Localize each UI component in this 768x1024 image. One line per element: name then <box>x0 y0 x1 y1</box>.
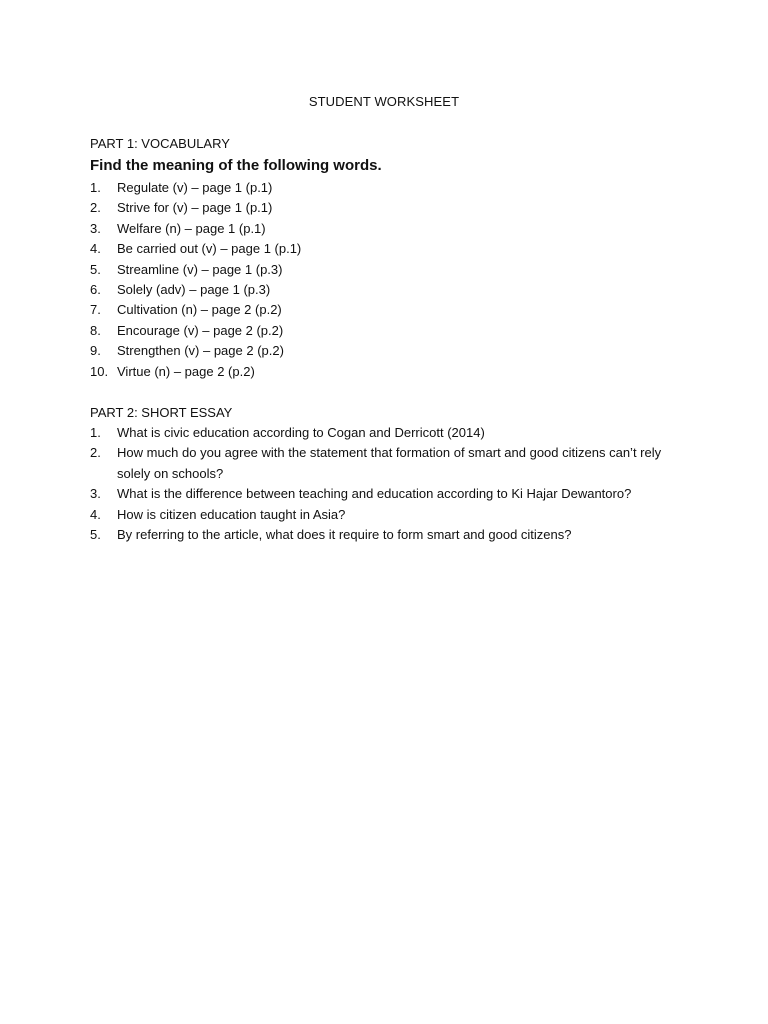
item-text: Streamline (v) – page 1 (p.3) <box>117 261 283 277</box>
item-number: 3. <box>90 486 101 502</box>
essay-question <box>90 505 690 525</box>
vocabulary-item <box>90 362 690 382</box>
vocabulary-heading: PART 1: VOCABULARY <box>90 136 230 151</box>
item-number: 9. <box>90 343 101 359</box>
vocabulary-item <box>90 321 690 341</box>
vocabulary-item <box>90 178 690 198</box>
vocabulary-item <box>90 239 690 259</box>
vocabulary-instruction: Find the meaning of the following words. <box>90 157 382 174</box>
item-text: Solely (adv) – page 1 (p.3) <box>117 282 271 298</box>
essay-question <box>90 525 690 545</box>
item-text: How is citizen education taught in Asia? <box>117 506 346 522</box>
short-essay-list <box>90 423 690 545</box>
item-text: Virtue (n) – page 2 (p.2) <box>117 363 255 379</box>
item-number: 6. <box>90 282 101 298</box>
vocabulary-item <box>90 300 690 320</box>
item-text: Regulate (v) – page 1 (p.1) <box>117 180 273 195</box>
item-number: 10. <box>90 363 109 379</box>
vocabulary-item <box>90 341 690 361</box>
item-number: 1. <box>90 425 101 440</box>
vocabulary-list <box>90 178 690 382</box>
item-text: Cultivation (n) – page 2 (p.2) <box>117 302 282 318</box>
item-number: 3. <box>90 220 101 236</box>
worksheet-title: STUDENT WORKSHEET <box>308 94 460 109</box>
item-number: 4. <box>90 241 101 257</box>
item-number: 2. <box>90 200 101 216</box>
short-essay-heading: PART 2: SHORT ESSAY <box>90 405 233 420</box>
item-number: 7. <box>90 302 101 318</box>
item-number: 5. <box>90 261 101 277</box>
item-text: Strive for (v) – page 1 (p.1) <box>117 200 273 216</box>
vocabulary-section <box>90 134 690 382</box>
vocabulary-item <box>90 260 690 280</box>
item-number: 2. <box>90 445 101 461</box>
item-number: 4. <box>90 506 101 522</box>
item-text: By referring to the article, what does it require to form smart and good citizens? <box>117 527 572 543</box>
item-text: Strengthen (v) – page 2 (p.2) <box>117 343 284 359</box>
vocabulary-item <box>90 198 690 218</box>
item-number: 5. <box>90 527 101 543</box>
item-number: 8. <box>90 322 101 338</box>
essay-question <box>90 443 690 484</box>
short-essay-section <box>90 403 690 545</box>
item-text: Be carried out (v) – page 1 (p.1) <box>117 241 302 257</box>
item-text: Encourage (v) – page 2 (p.2) <box>117 322 284 338</box>
vocabulary-item <box>90 219 690 239</box>
essay-question <box>90 484 690 504</box>
item-text: What is the difference between teaching and education according to Ki Hajar Dewantoro? <box>117 486 632 502</box>
vocabulary-item <box>90 280 690 300</box>
item-text: Welfare (n) – page 1 (p.1) <box>117 220 266 236</box>
item-number: 1. <box>90 180 101 195</box>
item-text: How much do you agree with the statement that formation of smart and good citizens can’t rely solely on schools? <box>117 445 662 481</box>
item-text: What is civic education according to Cogan and Derricott (2014) <box>117 425 485 440</box>
essay-question <box>90 423 690 443</box>
